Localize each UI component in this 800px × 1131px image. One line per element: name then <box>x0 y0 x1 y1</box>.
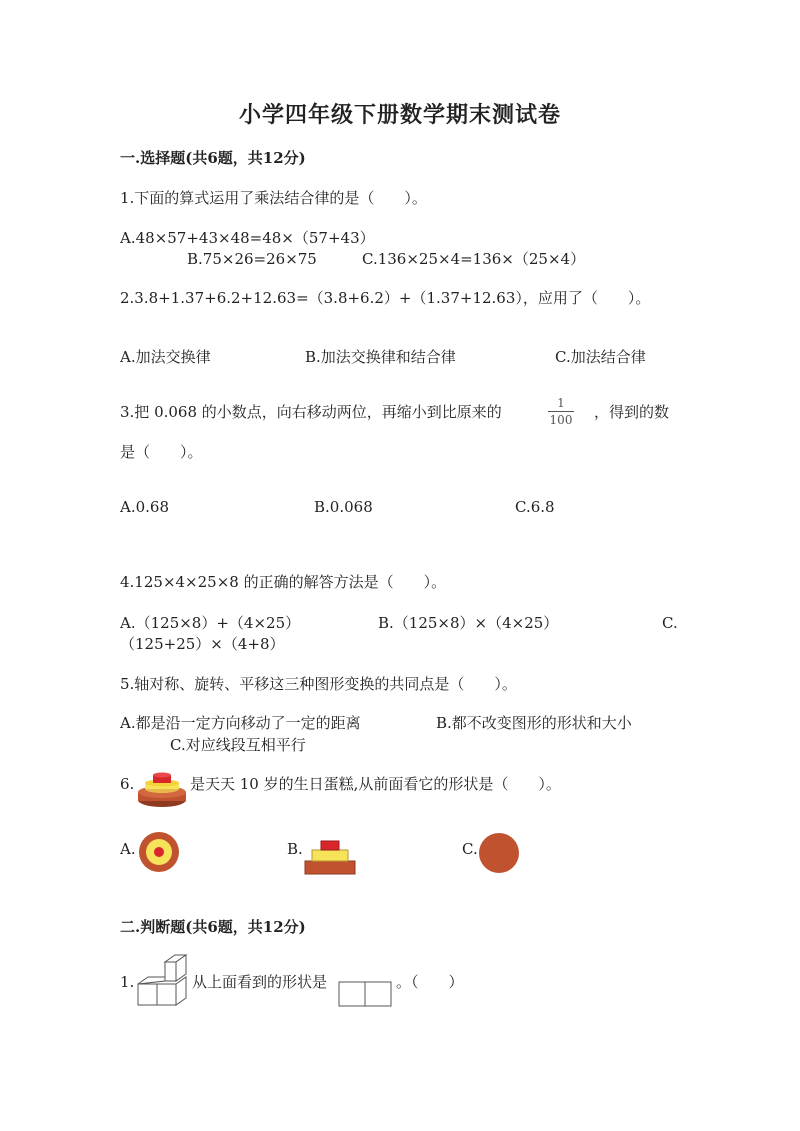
q5-stem: 5.轴对称、旋转、平移这三种图形变换的共同点是（ ）。 <box>120 675 517 693</box>
q1-option-c[interactable]: C.136×25×4=136×（25×4） <box>362 250 586 268</box>
stacked-rectangles-image[interactable] <box>304 838 356 876</box>
q2-option-c[interactable]: C.加法结合律 <box>555 348 646 366</box>
q3-option-c[interactable]: C.6.8 <box>515 498 555 516</box>
fraction-one-hundredth <box>548 396 574 427</box>
q4-option-b[interactable]: B.（125×8）×（4×25） <box>378 614 559 632</box>
q5-option-c[interactable]: C.对应线段互相平行 <box>170 736 306 754</box>
fraction-denominator: 100 <box>549 413 573 427</box>
fraction-bar <box>548 411 574 412</box>
q1-option-a[interactable]: A.48×57+43×48=48×（57+43） <box>120 229 375 247</box>
birthday-cake-image <box>136 770 188 810</box>
j1-tail: 。（ ） <box>396 973 464 991</box>
two-squares-image <box>338 980 392 1008</box>
q6-option-b-label[interactable]: B. <box>287 840 303 858</box>
q1-option-b[interactable]: B.75×26=26×75 <box>187 250 317 268</box>
solid-circle-image[interactable] <box>478 832 520 874</box>
q2-stem: 2.3.8+1.37+6.2+12.63=（3.8+6.2）+（1.37+12.63），应用了（ ）。 <box>120 289 651 307</box>
fraction-numerator: 1 <box>557 396 565 410</box>
concentric-circles-image[interactable] <box>138 831 180 873</box>
q4-stem: 4.125×4×25×8 的正确的解答方法是（ ）。 <box>120 573 447 591</box>
page-title: 小学四年级下册数学期末测试卷 <box>238 102 561 128</box>
j1-number: 1. <box>120 973 135 991</box>
section-1-heading: 一.选择题(共6题，共12分) <box>120 149 306 167</box>
q6-option-c-label[interactable]: C. <box>462 840 478 858</box>
q3-stem-part1: 3.把 0.068 的小数点，向右移动两位，再缩小到比原来的 <box>120 403 502 421</box>
q6-stem: 是天天 10 岁的生日蛋糕,从前面看它的形状是（ ）。 <box>190 775 561 793</box>
q6-number: 6. <box>120 775 135 793</box>
j1-stem: 从上面看到的形状是 <box>192 973 328 991</box>
q5-option-b[interactable]: B.都不改变图形的形状和大小 <box>436 714 632 732</box>
q3-option-b[interactable]: B.0.068 <box>314 498 373 516</box>
q3-stem-line2: 是（ ）。 <box>120 443 203 461</box>
q2-option-b[interactable]: B.加法交换律和结合律 <box>305 348 456 366</box>
cube-stack-image <box>136 954 190 1008</box>
section-2-heading: 二.判断题(共6题，共12分) <box>120 918 306 936</box>
q1-stem: 1.下面的算式运用了乘法结合律的是（ ）。 <box>120 189 427 207</box>
q5-option-a[interactable]: A.都是沿一定方向移动了一定的距离 <box>120 714 361 732</box>
q3-option-a[interactable]: A.0.68 <box>120 498 169 516</box>
q2-option-a[interactable]: A.加法交换律 <box>120 348 211 366</box>
q3-stem-part2: ，得到的数 <box>594 403 670 421</box>
q4-option-a[interactable]: A.（125×8）+（4×25） <box>120 614 301 632</box>
q4-option-c-text[interactable]: （125+25）×（4+8） <box>120 635 285 653</box>
q6-option-a-label[interactable]: A. <box>120 840 136 858</box>
q4-option-c-label[interactable]: C. <box>662 614 678 632</box>
